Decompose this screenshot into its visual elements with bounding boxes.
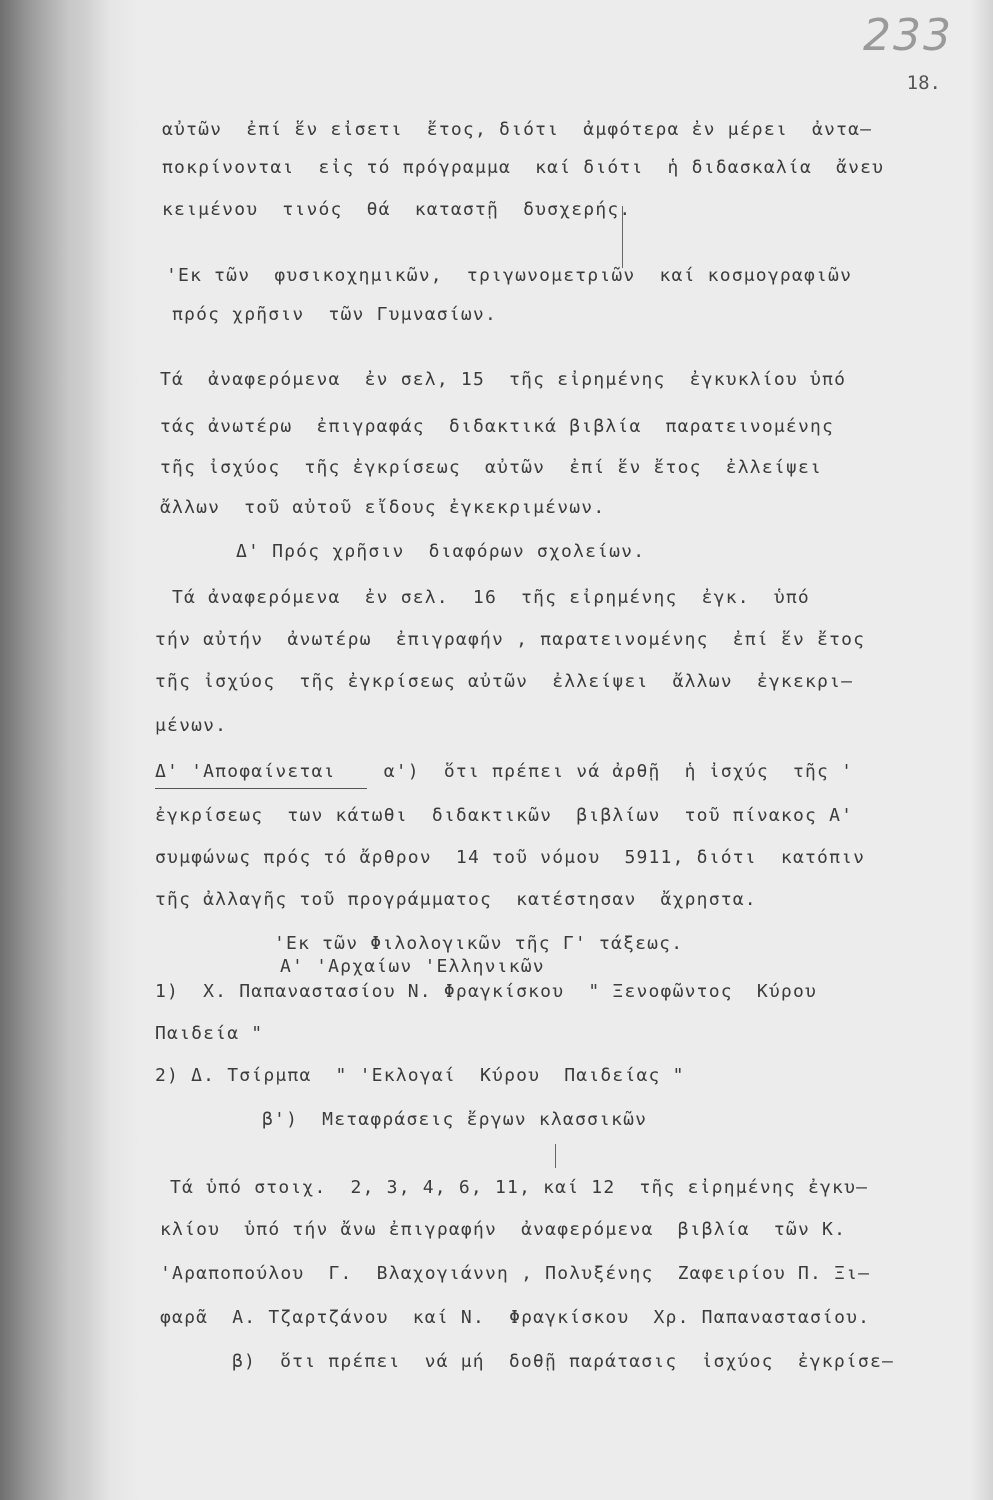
text-line: φαρᾶ Α. Τζαρτζάνου καί Ν. Φραγκίσκου Χρ. Παπαναστασίου. (160, 1307, 871, 1328)
subsection-heading-line: β') Μεταφράσεις ἔργων κλασσικῶν (262, 1109, 648, 1130)
text-line: τῆς ἀλλαγῆς τοῦ προγράμματος κατέστησαν ἄχρηστα. (155, 889, 757, 910)
decision-line: Δ' 'Αποφαίνεται α') ὅτι πρέπει νά ἀρθῇ ἡ ἰσχύς τῆς ' (155, 761, 854, 782)
text-line: ἐγκρίσεως των κάτωθι διδακτικῶν βιβλίων τοῦ πίνακος Α' (155, 805, 854, 826)
text-line: κειμένου τινός θά καταστῇ δυσχερής. (162, 199, 632, 220)
text-line: συμφώνως πρός τό ἄρθρον 14 τοῦ νόμου 5911, διότι κατόπιν (155, 847, 866, 868)
text-line: ἄλλων τοῦ αὐτοῦ εἴδους ἐγκεκριμένων. (160, 497, 606, 518)
text-line: ποκρίνονται εἰς τό πρόγραμμα καί διότι ἡ διδασκαλία ἄνευ (162, 157, 885, 178)
section-heading-line: 'Εκ τῶν φυσικοχημικῶν, τριγωνομετριῶν καί κοσμογραφιῶν (166, 265, 853, 286)
underline-mark (155, 788, 367, 789)
page-number: 18. (906, 72, 941, 94)
text-line: τῆς ἰσχύος τῆς ἐγκρίσεως αὐτῶν ἐλλείψει ἄλλων ἐγκεκρι– (155, 671, 854, 692)
handwritten-tick-mark (622, 206, 623, 268)
text-line: Τά ἀναφερόμενα ἐν σελ. 16 τῆς εἰρημένης ἐγκ. ὑπό (172, 587, 810, 608)
text-line: Τά ὑπό στοιχ. 2, 3, 4, 6, 11, καί 12 τῆς εἰρημένης ἐγκυ– (170, 1177, 869, 1198)
text-line: κλίου ὑπό τήν ἄνω ἐπιγραφήν ἀναφερόμενα βιβλία τῶν Κ. (160, 1219, 847, 1240)
text-line: μένων. (155, 715, 228, 736)
text-line: 'Αραποπούλου Γ. Βλαχογιάννη , Πολυξένης Ζαφειρίου Π. Ξι– (160, 1263, 871, 1284)
page-edge-shadow (971, 0, 993, 1500)
subsection-heading-line: Α' 'Αρχαίων 'Ελληνικῶν (280, 956, 545, 977)
text-line: β) ὅτι πρέπει νά μή δοθῇ παράτασις ἰσχύος ἐγκρίσε– (232, 1351, 895, 1372)
list-item: 2) Δ. Τσίρμπα " 'Εκλογαί Κύρου Παιδείας " (155, 1065, 685, 1086)
handwritten-tick-mark (555, 1144, 556, 1168)
list-item: Παιδεία " (155, 1023, 264, 1044)
book-binding-shadow (0, 0, 110, 1500)
section-heading-line: πρός χρῆσιν τῶν Γυμνασίων. (172, 304, 497, 325)
text-line: αὐτῶν ἐπί ἕν εἰσετι ἔτος, διότι ἀμφότερα ἐν μέρει ἀντα– (162, 119, 873, 140)
list-item: 1) Χ. Παπαναστασίου Ν. Φραγκίσκου " Ξενοφῶντος Κύρου (155, 981, 818, 1002)
section-heading-line: 'Εκ τῶν Φιλολογικῶν τῆς Γ' τάξεως. (274, 933, 684, 954)
text-line: Τά ἀναφερόμενα ἐν σελ, 15 τῆς εἰρημένης ἐγκυκλίου ὑπό (160, 369, 847, 390)
text-line: τῆς ἰσχύος τῆς ἐγκρίσεως αὐτῶν ἐπί ἕν ἔτος ἐλλείψει (160, 457, 823, 478)
text-line: τάς ἀνωτέρω ἐπιγραφάς διδακτικά βιβλία παρατεινομένης (160, 416, 835, 437)
section-heading-line: Δ' Πρός χρῆσιν διαφόρων σχολείων. (236, 541, 646, 562)
text-line: τήν αὐτήν ἀνωτέρω ἐπιγραφήν , παρατεινομένης ἐπί ἕν ἔτος (155, 629, 866, 650)
handwritten-folio-number: 233 (863, 10, 953, 61)
